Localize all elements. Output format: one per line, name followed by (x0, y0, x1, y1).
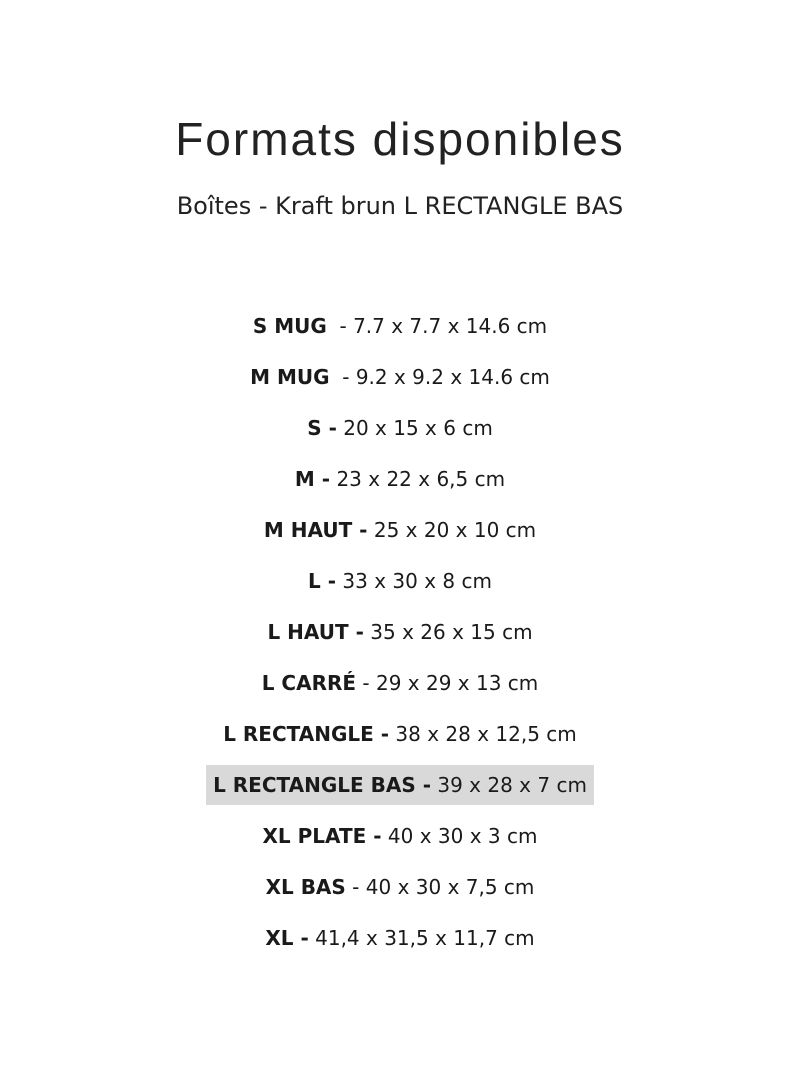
format-separator: - (356, 670, 376, 695)
format-list (0, 300, 800, 963)
format-name: S - (307, 415, 337, 440)
format-dimensions: 33 x 30 x 8 cm (342, 568, 492, 593)
format-separator: - (345, 874, 366, 899)
format-item-l-rectangle (0, 708, 800, 759)
format-item-m (0, 453, 800, 504)
format-separator: - (326, 313, 354, 338)
format-name: XL - (265, 925, 309, 950)
format-name: L HAUT - (267, 619, 364, 644)
format-item-l-carre (0, 657, 800, 708)
format-name: M - (294, 466, 331, 491)
format-item-m-mug (0, 351, 800, 402)
format-dimensions: 41,4 x 31,5 x 11,7 cm (315, 925, 535, 950)
format-item-l (0, 555, 800, 606)
format-item-m-haut (0, 504, 800, 555)
format-dimensions: 39 x 28 x 7 cm (437, 772, 587, 797)
format-name: L CARRÉ (261, 670, 357, 695)
format-dimensions: 29 x 29 x 13 cm (375, 670, 539, 695)
format-name: S MUG (252, 313, 327, 338)
format-dimensions: 20 x 15 x 6 cm (343, 415, 493, 440)
format-name: L RECTANGLE - (223, 721, 390, 746)
format-item-l-haut (0, 606, 800, 657)
selected-format-highlight (206, 765, 594, 805)
format-dimensions: 35 x 26 x 15 cm (370, 619, 533, 644)
page-title: Formats disponibles (175, 113, 625, 165)
format-dimensions: 38 x 28 x 12,5 cm (395, 721, 577, 746)
format-item-s (0, 402, 800, 453)
format-name: XL BAS (265, 874, 346, 899)
format-dimensions: 40 x 30 x 3 cm (387, 823, 538, 848)
format-separator: - (329, 364, 356, 389)
format-dimensions: 25 x 20 x 10 cm (373, 517, 537, 542)
format-dimensions: 40 x 30 x 7,5 cm (365, 874, 535, 899)
format-name: M MUG (250, 364, 330, 389)
format-dimensions: 9.2 x 9.2 x 14.6 cm (355, 364, 550, 389)
format-name: XL PLATE - (262, 823, 382, 848)
format-item-l-rectangle-bas (0, 759, 800, 810)
page-subtitle: Boîtes - Kraft brun L RECTANGLE BAS (176, 192, 624, 220)
format-item-s-mug (0, 300, 800, 351)
format-item-xl-plate (0, 810, 800, 861)
format-name: L - (308, 568, 337, 593)
format-name: M HAUT - (263, 517, 368, 542)
format-dimensions: 23 x 22 x 6,5 cm (336, 466, 506, 491)
format-item-xl (0, 912, 800, 963)
format-item-xl-bas (0, 861, 800, 912)
format-dimensions: 7.7 x 7.7 x 14.6 cm (353, 313, 548, 338)
format-name: L RECTANGLE BAS - (213, 772, 431, 797)
